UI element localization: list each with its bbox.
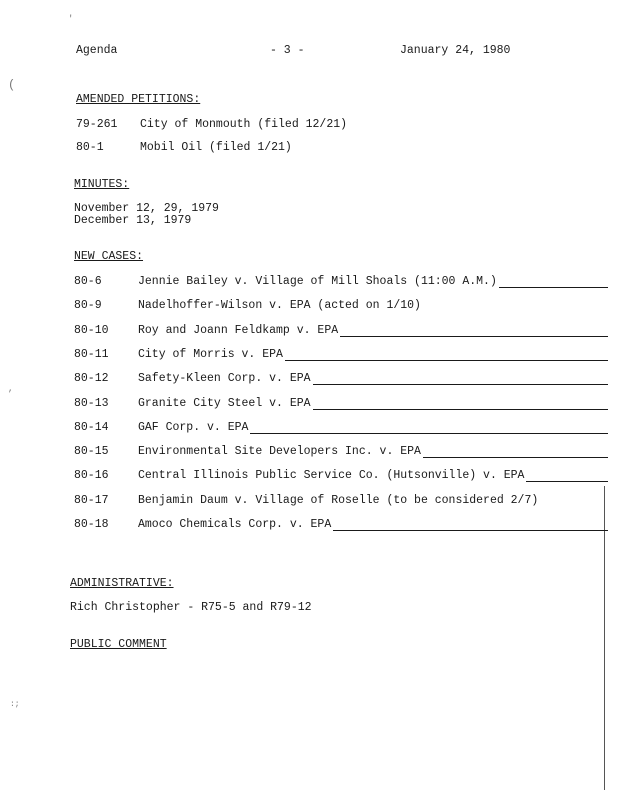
case-row bbox=[74, 444, 608, 458]
header-date: January 24, 1980 bbox=[400, 44, 511, 57]
case-row bbox=[74, 371, 608, 385]
amended-petitions-heading: AMENDED PETITIONS: bbox=[76, 93, 201, 106]
case-title: City of Morris v. EPA bbox=[138, 348, 283, 361]
case-number: 80-9 bbox=[74, 299, 102, 312]
blank-line bbox=[285, 351, 608, 361]
public-comment-heading: PUBLIC COMMENT bbox=[70, 638, 167, 651]
page-number: - 3 - bbox=[270, 44, 305, 57]
case-row bbox=[74, 493, 608, 507]
scan-speck: ' bbox=[68, 14, 74, 24]
blank-line bbox=[499, 278, 608, 288]
minutes-heading: MINUTES: bbox=[74, 178, 130, 191]
case-number: 80-13 bbox=[74, 397, 109, 410]
scan-speck: , bbox=[8, 384, 14, 394]
petition-text: City of Monmouth (filed 12/21) bbox=[140, 118, 348, 131]
case-title: Amoco Chemicals Corp. v. EPA bbox=[138, 518, 332, 531]
administrative-heading: ADMINISTRATIVE: bbox=[70, 577, 174, 590]
header-left: Agenda bbox=[76, 44, 118, 57]
case-row bbox=[74, 468, 608, 482]
blank-line bbox=[313, 375, 608, 385]
case-number: 80-6 bbox=[74, 275, 102, 288]
blank-line bbox=[340, 327, 608, 337]
case-title: GAF Corp. v. EPA bbox=[138, 421, 249, 434]
minutes-date: November 12, 29, 1979 bbox=[74, 202, 219, 215]
blank-line bbox=[526, 472, 608, 482]
case-row bbox=[74, 517, 608, 531]
petition-text: Mobil Oil (filed 1/21) bbox=[140, 141, 292, 154]
blank-line bbox=[333, 521, 608, 531]
minutes-date: December 13, 1979 bbox=[74, 214, 192, 227]
administrative-text: Rich Christopher - R75-5 and R79-12 bbox=[70, 601, 312, 614]
case-title: Roy and Joann Feldkamp v. EPA bbox=[138, 324, 339, 337]
blank-line bbox=[423, 448, 608, 458]
case-title: Jennie Bailey v. Village of Mill Shoals (11:00 A.M.) bbox=[138, 275, 497, 288]
case-number: 80-15 bbox=[74, 445, 109, 458]
case-title: Central Illinois Public Service Co. (Hutsonville) v. EPA bbox=[138, 469, 525, 482]
case-number: 80-16 bbox=[74, 469, 109, 482]
case-title: Nadelhoffer-Wilson v. EPA (acted on 1/10) bbox=[138, 299, 421, 312]
case-number: 80-14 bbox=[74, 421, 109, 434]
scan-speck: ( bbox=[8, 78, 16, 92]
case-row bbox=[74, 298, 608, 312]
blank-line bbox=[250, 424, 608, 434]
case-row bbox=[74, 274, 608, 288]
case-title: Benjamin Daum v. Village of Roselle (to be considered 2/7) bbox=[138, 494, 539, 507]
case-number: 80-11 bbox=[74, 348, 109, 361]
case-number: 80-12 bbox=[74, 372, 109, 385]
scan-speck: :; bbox=[10, 700, 20, 709]
case-title: Granite City Steel v. EPA bbox=[138, 397, 311, 410]
case-row bbox=[74, 347, 608, 361]
case-number: 80-18 bbox=[74, 518, 109, 531]
case-number: 80-10 bbox=[74, 324, 109, 337]
case-row bbox=[74, 323, 608, 337]
case-title: Environmental Site Developers Inc. v. EPA bbox=[138, 445, 421, 458]
case-number: 80-17 bbox=[74, 494, 109, 507]
petition-number: 80-1 bbox=[76, 141, 104, 154]
case-row bbox=[74, 420, 608, 434]
blank-line bbox=[313, 400, 608, 410]
petition-number: 79-261 bbox=[76, 118, 118, 131]
page-edge-rule bbox=[604, 486, 605, 790]
case-row bbox=[74, 396, 608, 410]
new-cases-heading: NEW CASES: bbox=[74, 250, 144, 263]
case-title: Safety-Kleen Corp. v. EPA bbox=[138, 372, 311, 385]
